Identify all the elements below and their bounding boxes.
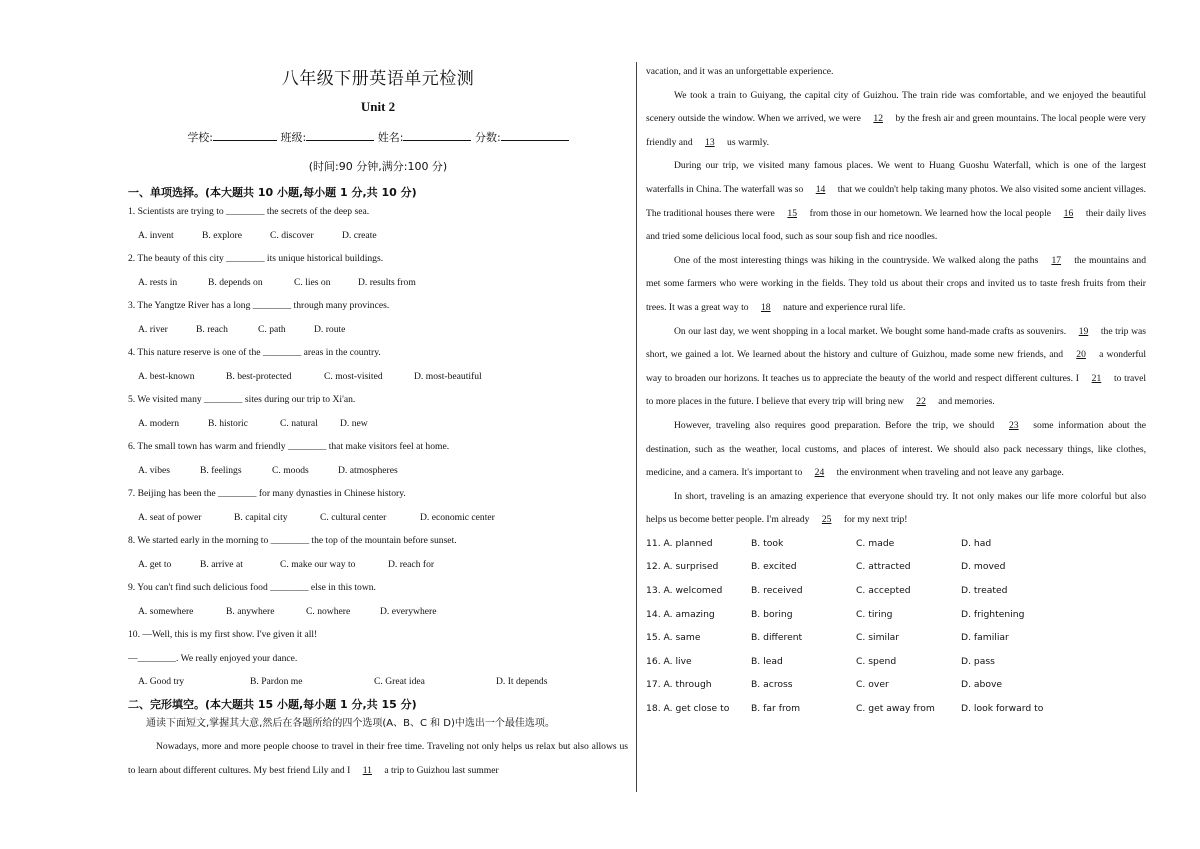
option-d[interactable]: D. economic center (420, 511, 495, 523)
question-stem: 10. —Well, this is my first show. I've given it all! (128, 629, 318, 640)
cloze-option-row (646, 697, 1146, 721)
cloze-option-row (646, 626, 1146, 650)
cloze-option-d[interactable]: D. look forward to (961, 703, 1044, 715)
question-options (128, 670, 628, 694)
passage-left (128, 735, 628, 782)
blank-11[interactable]: 11 (362, 764, 372, 776)
option-a[interactable]: A. seat of power (138, 511, 202, 523)
cloze-option-d[interactable]: D. pass (961, 655, 995, 667)
blank-23[interactable]: 23 (1009, 419, 1019, 431)
cloze-option-c[interactable]: C. similar (856, 632, 900, 644)
option-d[interactable]: D. reach for (388, 558, 435, 570)
option-c[interactable]: C. discover (270, 229, 314, 241)
option-a[interactable]: A. modern (138, 417, 180, 429)
section1-heading: 一、单项选择。(本大题共 10 小题,每小题 1 分,共 10 分) (128, 186, 417, 199)
passage-text: by the fresh air and green mountains. The local people were very friendly and (646, 113, 1146, 148)
passage-paragraph (646, 414, 1146, 485)
option-d[interactable]: D. everywhere (380, 605, 437, 617)
passage-text: One of the most interesting things was hiking in the countryside. We walked along the paths (674, 254, 1042, 266)
passage-text: Nowadays, more and more people choose to travel in their free time. Traveling not only helps us relax but also allows us to learn about different cultures. My best friend Lily and I (128, 741, 628, 776)
cloze-option-c[interactable]: C. spend (856, 655, 897, 667)
option-b[interactable]: B. reach (196, 323, 228, 335)
class-label: 班级: (280, 131, 307, 144)
option-c[interactable]: C. natural (280, 417, 318, 429)
option-b[interactable]: B. anywhere (226, 605, 275, 617)
cloze-option-c[interactable]: C. over (856, 679, 889, 691)
blank-21[interactable]: 21 (1091, 372, 1102, 384)
passage-text: a trip to Guizhou last summer (381, 764, 499, 776)
cloze-option-row (646, 579, 1146, 603)
passage-text: their daily lives and tried some delicious local food, such as sour soup fish and rice noodles. (646, 207, 1146, 243)
section1-questions (128, 200, 628, 694)
name-blank[interactable] (403, 130, 471, 141)
cloze-option-b[interactable]: B. excited (751, 561, 797, 573)
option-d[interactable]: D. new (340, 417, 368, 429)
passage-text: On our last day, we went shopping in a local market. We bought some hand-made crafts as souvenirs. (674, 325, 1069, 337)
cloze-option-a[interactable]: 12. A. surprised (646, 561, 719, 573)
cloze-option-d[interactable]: D. moved (961, 561, 1006, 573)
passage-text: the trip was short, we gained a lot. We learned about the history and culture of Guizhou, made some new friends, and (646, 325, 1146, 361)
time-info: (时间:90 分钟,满分:100 分) (308, 160, 448, 173)
blank-24[interactable]: 24 (814, 467, 825, 479)
option-a[interactable]: A. vibes (138, 464, 170, 476)
class-blank[interactable] (306, 130, 374, 141)
option-c[interactable]: C. nowhere (306, 605, 351, 617)
cloze-option-a[interactable]: 16. A. live (646, 655, 692, 667)
cloze-options (646, 532, 1146, 721)
option-d[interactable]: D. atmospheres (338, 464, 398, 476)
passage-text: some information about the destination, such as the weather, local customs, and places of interest. We should also pack necessary things, like clothes, medicine, and a camera. It's important to (646, 419, 1147, 479)
blank-17[interactable]: 17 (1051, 254, 1062, 266)
question-stem: 5. We visited many ________ sites during our trip to Xi'an. (128, 394, 356, 405)
option-c[interactable]: C. Great idea (374, 676, 425, 687)
option-a[interactable]: A. Good try (138, 676, 185, 687)
left-column (128, 60, 628, 782)
question-stem-response: —________. We really enjoyed your dance. (128, 652, 298, 664)
option-a[interactable]: A. somewhere (138, 605, 194, 617)
blank-22[interactable]: 22 (916, 396, 926, 408)
option-d[interactable]: D. route (314, 323, 346, 335)
blank-12[interactable]: 12 (873, 113, 883, 125)
question-options (128, 365, 628, 389)
question-stem: 7. Beijing has been the ________ for many dynasties in Chinese history. (128, 488, 406, 499)
option-b[interactable]: B. arrive at (200, 558, 243, 570)
option-a[interactable]: A. rests in (138, 276, 178, 288)
passage-p0: vacation, and it was an unforgettable experience. (646, 66, 834, 77)
option-b[interactable]: B. depends on (208, 276, 263, 288)
option-c[interactable]: C. lies on (294, 276, 331, 288)
blank-19[interactable]: 19 (1078, 325, 1089, 337)
name-label: 姓名: (377, 131, 404, 144)
question-stem: 3. The Yangtze River has a long ________ through many provinces. (128, 300, 390, 311)
question-options (128, 553, 628, 577)
blank-15[interactable]: 15 (787, 207, 797, 219)
blank-14[interactable]: 14 (815, 183, 826, 195)
cloze-option-row (646, 532, 1146, 556)
cloze-option-b[interactable]: B. took (751, 537, 784, 549)
cloze-option-d[interactable]: D. frightening (961, 608, 1025, 620)
option-a[interactable]: A. best-known (138, 370, 195, 382)
cloze-option-a[interactable]: 15. A. same (646, 632, 701, 644)
passage-text: During our trip, we visited many famous places. We went to Huang Guoshu Waterfall, which is one of the largest waterfalls in China. The waterfall was so (646, 160, 1146, 195)
passage-text: We took a train to Guiyang, the capital city of Guizhou. The train ride was comfortable, and we enjoyed the beautiful scenery outside the window. When we arrived, we were (646, 89, 1146, 125)
section2-heading: 二、完形填空。(本大题共 15 小题,每小题 1 分,共 15 分) (128, 697, 417, 711)
option-b[interactable]: B. historic (208, 417, 248, 429)
passage-text: that we couldn't help taking many photos. We also visited some ancient villages. The traditional houses there were (646, 183, 1146, 219)
blank-13[interactable]: 13 (705, 136, 715, 148)
option-c[interactable]: C. moods (272, 464, 309, 476)
passage-paragraph (646, 249, 1146, 320)
option-b[interactable]: B. capital city (234, 511, 288, 523)
cloze-option-a[interactable]: 13. A. welcomed (646, 585, 723, 597)
question-options (128, 600, 628, 624)
option-a[interactable]: A. invent (138, 229, 174, 241)
score-blank[interactable] (501, 130, 569, 141)
cloze-option-row (646, 673, 1146, 697)
blank-18[interactable]: 18 (760, 301, 771, 313)
question-stem: 6. The small town has warm and friendly ________ that make visitors feel at home. (128, 441, 450, 452)
question-stem: 1. Scientists are trying to ________ the secrets of the deep sea. (128, 206, 370, 217)
cloze-option-row (646, 603, 1146, 627)
option-d[interactable]: D. results from (358, 276, 416, 288)
cloze-option-b[interactable]: B. different (751, 632, 803, 644)
option-c[interactable]: C. cultural center (320, 511, 387, 523)
option-d[interactable]: D. It depends (496, 676, 548, 687)
option-a[interactable]: A. get to (138, 558, 172, 570)
passage-text: from those in our hometown. We learned how the local people (807, 207, 1054, 219)
passage-text: In short, traveling is an amazing experience that everyone should try. It not only makes our life more colorful but also helps us become better people. I'm already (646, 490, 1146, 526)
option-b[interactable]: B. feelings (200, 464, 242, 476)
cloze-option-c[interactable]: C. accepted (856, 585, 911, 597)
cloze-option-c[interactable]: C. attracted (856, 561, 911, 573)
question-options (128, 412, 628, 436)
passage-text: the mountains and met some farmers who were working in the fields. They told us about their crops and invited us to taste fresh fruits from their trees. It was a great way to (646, 254, 1146, 313)
question-options (128, 459, 628, 483)
passage-text: a wonderful way to broaden our horizons. It teaches us to appreciate the beauty of the world and respect different cultures. I (646, 349, 1146, 384)
option-d[interactable]: D. most-beautiful (414, 370, 482, 382)
question-options (128, 271, 628, 295)
passage-text: for my next trip! (841, 514, 908, 526)
cloze-option-d[interactable]: D. familiar (961, 632, 1009, 644)
blank-25[interactable]: 25 (821, 514, 832, 526)
score-label: 分数: (474, 131, 501, 144)
option-b[interactable]: B. best-protected (226, 370, 292, 382)
column-divider (636, 62, 637, 792)
passage-paragraph (646, 84, 1146, 155)
passage-paragraph (646, 154, 1146, 248)
cloze-option-a[interactable]: 18. A. get close to (646, 703, 730, 715)
question-options (128, 506, 628, 530)
cloze-option-c[interactable]: C. tiring (856, 608, 893, 620)
cloze-option-b[interactable]: B. lead (751, 655, 783, 667)
question-stem: 4. This nature reserve is one of the ________ areas in the country. (128, 347, 381, 358)
question-options (128, 224, 628, 248)
passage-text: However, traveling also requires good preparation. Before the trip, we should (674, 419, 999, 431)
passage-paragraph (646, 320, 1146, 414)
passage-text: and memories. (935, 396, 995, 408)
option-c[interactable]: C. path (258, 323, 286, 335)
option-c[interactable]: C. most-visited (324, 370, 383, 382)
cloze-option-b[interactable]: B. far from (751, 703, 801, 715)
page-title: 八年级下册英语单元检测 (281, 69, 475, 89)
option-b[interactable]: B. explore (202, 229, 242, 241)
cloze-option-b[interactable]: B. received (751, 585, 803, 597)
passage-text: the environment when traveling and not leave any garbage. (834, 467, 1064, 479)
cloze-option-d[interactable]: D. above (961, 679, 1003, 691)
question-options (128, 318, 628, 342)
school-blank[interactable] (213, 130, 277, 141)
cloze-option-a[interactable]: 14. A. amazing (646, 608, 715, 620)
right-column (646, 60, 1146, 721)
question-stem: 2. The beauty of this city ________ its unique historical buildings. (128, 253, 384, 264)
cloze-option-b[interactable]: B. across (751, 679, 793, 691)
option-a[interactable]: A. river (138, 323, 168, 335)
option-d[interactable]: D. create (342, 229, 377, 241)
student-info-fields (128, 129, 628, 145)
passage-text: nature and experience rural life. (780, 301, 906, 313)
unit-label: Unit 2 (360, 99, 396, 114)
cloze-option-a[interactable]: 17. A. through (646, 679, 712, 691)
option-b[interactable]: B. Pardon me (250, 676, 303, 687)
cloze-option-b[interactable]: B. boring (751, 608, 793, 620)
cloze-option-d[interactable]: D. had (961, 537, 992, 549)
cloze-option-a[interactable]: 11. A. planned (646, 537, 713, 549)
section2-directions: 通读下面短文,掌握其大意,然后在各题所给的四个选项(A、B、C 和 D)中选出一个最佳选项。 (146, 717, 555, 729)
cloze-option-c[interactable]: C. made (856, 537, 895, 549)
blank-16[interactable]: 16 (1063, 207, 1074, 219)
cloze-option-row (646, 650, 1146, 674)
passage-text: us warmly. (724, 136, 770, 148)
school-label: 学校: (187, 131, 214, 144)
question-stem: 8. We started early in the morning to ________ the top of the mountain before sunset. (128, 535, 457, 546)
question-stem: 9. You can't find such delicious food ________ else in this town. (128, 582, 376, 593)
option-c[interactable]: C. make our way to (280, 558, 356, 570)
blank-20[interactable]: 20 (1076, 349, 1086, 361)
cloze-option-row (646, 555, 1146, 579)
cloze-option-d[interactable]: D. treated (961, 585, 1008, 597)
passage-paragraph (646, 485, 1146, 532)
cloze-option-c[interactable]: C. get away from (856, 703, 935, 715)
passage-text: to travel to more places in the future. I believe that every trip will bring new (646, 372, 1146, 408)
